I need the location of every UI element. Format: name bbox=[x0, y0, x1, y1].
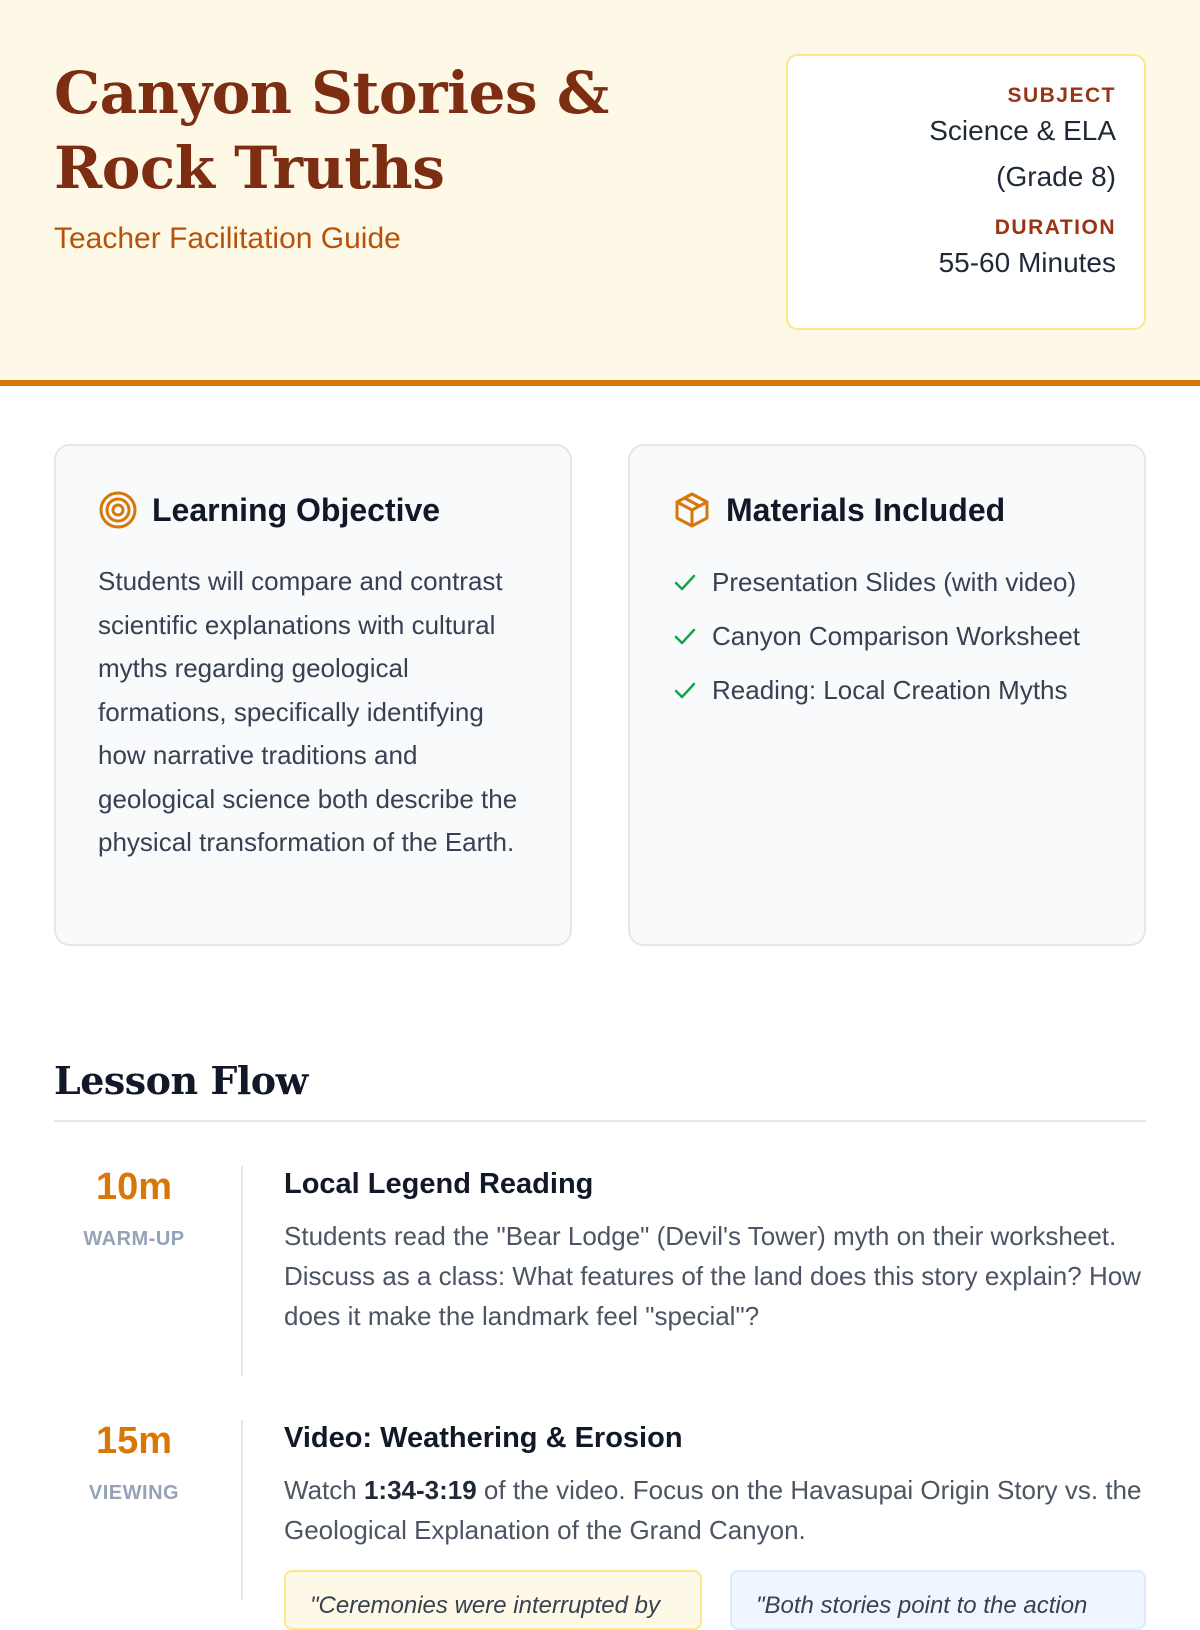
step-time: 15m bbox=[95, 1420, 173, 1462]
materials-list bbox=[672, 562, 1112, 724]
material-label: Reading: Local Creation Myths bbox=[712, 675, 1068, 705]
materials-card bbox=[628, 444, 1146, 946]
myth-quote-box: "Ceremonies were interrupted by bbox=[284, 1570, 702, 1630]
header bbox=[0, 0, 1200, 386]
check-icon bbox=[672, 569, 698, 595]
subject-value bbox=[816, 108, 1116, 200]
objective-text: Students will compare and contrast scientific explanations with cultural myths regarding geological formations, specifically identifying how narrative traditions and geological science both describe the physical transformation of the Earth. bbox=[98, 566, 518, 857]
step-time: 10m bbox=[95, 1166, 173, 1208]
page-title: Canyon Stories & Rock Truths bbox=[54, 59, 609, 202]
duration-value: 55-60 Minutes bbox=[938, 247, 1116, 278]
objective-title: Learning Objective bbox=[152, 491, 441, 528]
lesson-step bbox=[54, 1166, 1146, 1376]
step-divider bbox=[241, 1166, 243, 1376]
step-description: Students read the "Bear Lodge" (Devil's Tower) myth on their worksheet. Discuss as a class: What features of the land does this story explain? How does it make the landmark feel "special"? bbox=[284, 1221, 1141, 1331]
material-label: Presentation Slides (with video) bbox=[712, 567, 1077, 597]
science-quote-box: "Both stories point to the action bbox=[730, 1570, 1146, 1630]
materials-card-header bbox=[672, 490, 1005, 530]
step-label: VIEWING bbox=[88, 1482, 180, 1504]
step-label: WARM-UP bbox=[83, 1228, 185, 1250]
lesson-flow-title: Lesson Flow bbox=[54, 1058, 308, 1103]
step-title: Video: Weathering & Erosion bbox=[284, 1422, 683, 1454]
page-subtitle: Teacher Facilitation Guide bbox=[54, 222, 401, 255]
check-icon bbox=[672, 623, 698, 649]
material-label: Canyon Comparison Worksheet bbox=[712, 621, 1081, 651]
subject-label: SUBJECT bbox=[1007, 84, 1116, 107]
target-icon bbox=[98, 490, 138, 530]
list-item bbox=[672, 670, 1112, 710]
check-icon bbox=[672, 677, 698, 703]
step-desc-post: of the video. Focus on the Havasupai Origin Story vs. the Geological Explanation of the Grand Canyon. bbox=[284, 1475, 1142, 1545]
section-divider bbox=[54, 1120, 1146, 1122]
materials-title: Materials Included bbox=[726, 491, 1006, 528]
list-item bbox=[672, 562, 1112, 602]
objective-card bbox=[54, 444, 572, 946]
subject-value-line1: Science & ELA bbox=[929, 115, 1116, 146]
subject-value-line2: (Grade 8) bbox=[996, 161, 1116, 192]
duration-label: DURATION bbox=[994, 216, 1116, 239]
step-desc-timestamp: 1:34-3:19 bbox=[363, 1475, 477, 1505]
step-desc-pre: Watch bbox=[284, 1475, 364, 1505]
list-item bbox=[672, 616, 1112, 656]
step-divider bbox=[241, 1420, 243, 1600]
box-icon bbox=[672, 490, 712, 530]
step-description bbox=[284, 1470, 1146, 1550]
objective-card-header bbox=[98, 490, 440, 530]
step-title: Local Legend Reading bbox=[284, 1168, 594, 1200]
meta-box bbox=[786, 54, 1146, 330]
